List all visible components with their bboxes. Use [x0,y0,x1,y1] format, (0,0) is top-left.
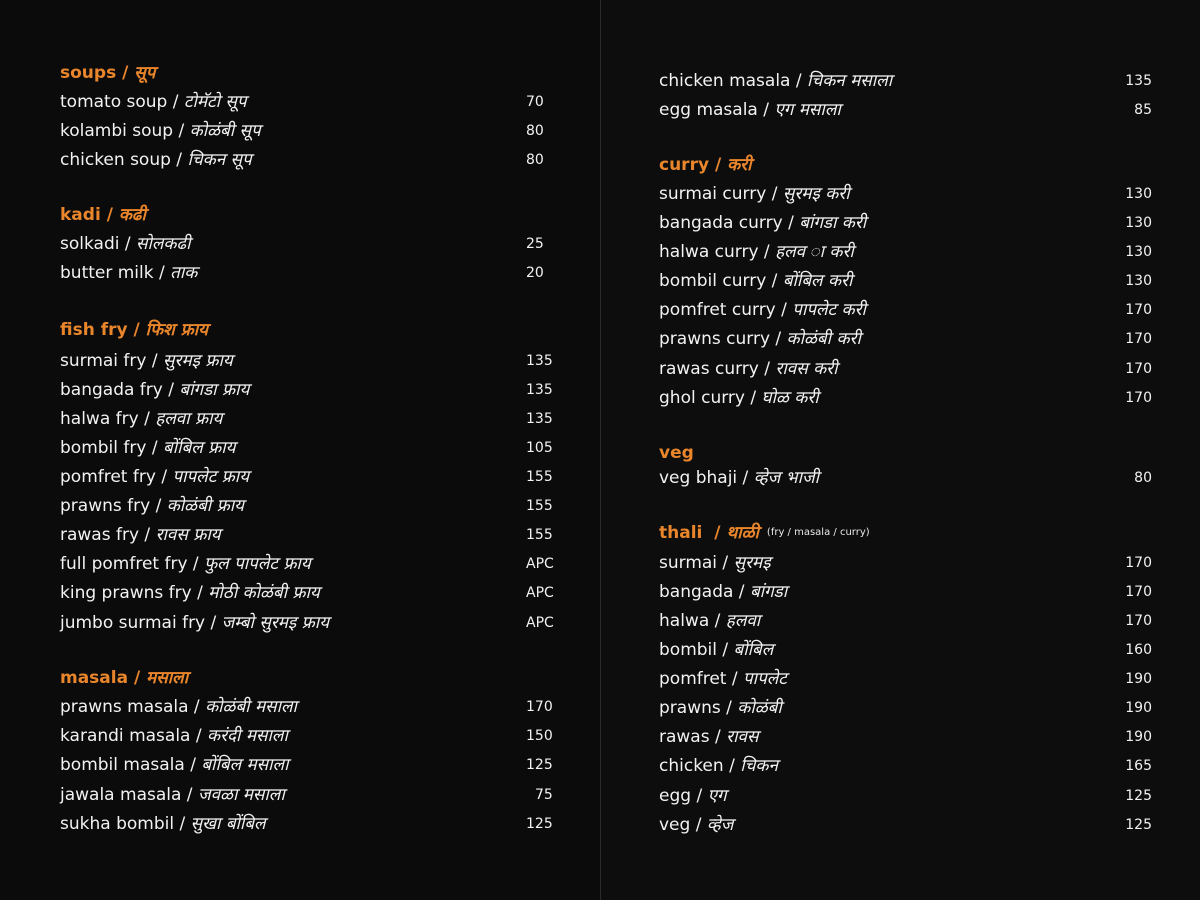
item-name: king prawns fry [60,583,192,603]
item-price: 160 [1125,642,1152,658]
item-name: halwa curry [659,242,759,262]
item-name: tomato soup [60,92,168,112]
item-price: 165 [1125,758,1152,774]
item-price: 25 [526,236,544,252]
item-name-marathi: ताक [170,263,198,283]
menu-item: prawns curry / कोळंबी करी [659,329,861,349]
item-price: 170 [1125,555,1152,571]
item-name: rawas fry [60,525,140,545]
menu-item: chicken / चिकन [659,756,778,776]
section-heading-fish-fry: fish fry / फिश फ्राय [60,320,209,340]
item-name: karandi masala [60,726,191,746]
item-name: egg masala [659,100,758,120]
section-title-mr: मसाला [146,668,189,688]
item-name: veg bhaji [659,468,738,488]
item-name-marathi: कोळंबी मसाला [205,697,297,717]
item-name: solkadi [60,234,120,254]
section-heading-kadi: kadi / कढी [60,205,146,225]
item-name-marathi: सुरमइ फ्राय [163,351,233,371]
menu-item: pomfret fry / पापलेट फ्राय [60,467,250,487]
item-name-marathi: चिकन [740,756,778,776]
item-name: rawas [659,727,710,747]
item-price: 85 [1134,102,1152,118]
item-name: halwa [659,611,710,631]
section-title-mr: कढी [118,205,146,225]
item-price: 75 [535,787,553,803]
item-name-marathi: बोंबिल [733,640,774,660]
item-price: 130 [1125,244,1152,260]
item-name-marathi: एग [707,786,727,806]
item-price: APC [526,585,554,601]
menu-item: jawala masala / जवळा मसाला [60,785,285,805]
menu-item: halwa fry / हलवा फ्राय [60,409,223,429]
item-name-marathi: सुखा बोंबिल [190,814,266,834]
menu-item: solkadi / सोलकढी [60,234,191,254]
menu-item: bangada fry / बांगडा फ्राय [60,380,250,400]
item-name: egg [659,786,692,806]
item-name-marathi: मोठी कोळंबी फ्राय [208,583,320,603]
menu-item: bombil / बोंबिल [659,640,774,660]
item-price: 125 [1125,788,1152,804]
section-heading-thali: thali / थाळी (fry / masala / curry) [659,523,870,543]
item-name: prawns masala [60,697,189,717]
item-price: APC [526,615,554,631]
section-title-en: soups [60,63,117,83]
item-name-marathi: बांगडा करी [799,213,867,233]
item-name-marathi: पापलेट [743,669,787,689]
menu-item: full pomfret fry / फुल पापलेट फ्राय [60,554,311,574]
item-name: bombil fry [60,438,147,458]
item-name: bombil masala [60,755,185,775]
menu-item: rawas fry / रावस फ्राय [60,525,221,545]
menu-item: butter milk / ताक [60,263,198,283]
item-name: prawns [659,698,721,718]
item-price: 190 [1125,671,1152,687]
item-name-marathi: जवळा मसाला [197,785,285,805]
section-heading-curry: curry / करी [659,155,752,175]
menu-item: rawas curry / रावस करी [659,359,838,379]
item-name-marathi: सुरमइ [733,553,771,573]
item-name-marathi: टोमॅटो सूप [183,92,247,112]
item-name: halwa fry [60,409,139,429]
item-price: 135 [526,411,553,427]
item-price: 135 [526,353,553,369]
item-price: 130 [1125,186,1152,202]
item-name: bangada curry [659,213,783,233]
menu-item: bangada curry / बांगडा करी [659,213,867,233]
item-name: pomfret [659,669,727,689]
item-name-marathi: घोळ करी [761,388,819,408]
menu-item: bombil masala / बोंबिल मसाला [60,755,289,775]
item-name-marathi: कोळंबी [737,698,782,718]
menu-item: bombil fry / बोंबिल फ्राय [60,438,236,458]
item-price: APC [526,556,554,572]
menu-item: prawns fry / कोळंबी फ्राय [60,496,244,516]
item-name-marathi: जम्बो सुरमइ फ्राय [221,613,330,633]
section-heading-soups: soups / सूप [60,63,156,83]
item-name: sukha bombil [60,814,175,834]
menu-item: surmai curry / सुरमइ करी [659,184,850,204]
section-title-mr: करी [727,155,752,175]
menu-item: veg bhaji / व्हेज भाजी [659,468,820,488]
item-name: bombil curry [659,271,767,291]
item-name: full pomfret fry [60,554,188,574]
section-title-en: masala [60,668,129,688]
item-price: 190 [1125,700,1152,716]
item-name-marathi: रावस [726,727,759,747]
item-name-marathi: बांगडा [749,582,788,602]
item-price: 170 [1125,361,1152,377]
item-name: chicken soup [60,150,171,170]
menu-item: halwa / हलवा [659,611,761,631]
item-name: pomfret fry [60,467,156,487]
item-name: bangada fry [60,380,163,400]
menu-item: bangada / बांगडा [659,582,788,602]
item-name-marathi: कोळंबी सूप [189,121,261,141]
item-name-marathi: रावस फ्राय [155,525,221,545]
item-name-marathi: चिकन मसाला [807,71,893,91]
section-title-en: veg [659,443,694,463]
item-name-marathi: सोलकढी [136,234,191,254]
item-name-marathi: पापलेट फ्राय [172,467,250,487]
item-price: 80 [526,152,544,168]
item-name-marathi: हलव ा करी [775,242,854,262]
menu-item: halwa curry / हलव ा करी [659,242,854,262]
section-title-mr: सूप [134,63,156,83]
item-name-marathi: कोळंबी करी [786,329,861,349]
item-name: prawns fry [60,496,151,516]
item-name-marathi: करंदी मसाला [207,726,288,746]
item-name: prawns curry [659,329,770,349]
menu-item: pomfret / पापलेट [659,669,787,689]
section-title-mr: फिश फ्राय [145,320,209,340]
menu-item: veg / व्हेज [659,815,734,835]
item-name-marathi: हलवा फ्राय [155,409,223,429]
item-name: ghol curry [659,388,745,408]
item-price: 190 [1125,729,1152,745]
item-name-marathi: बांगडा फ्राय [179,380,250,400]
menu-item: pomfret curry / पापलेट करी [659,300,866,320]
item-name-marathi: फुल पापलेट फ्राय [204,554,311,574]
menu-item: jumbo surmai fry / जम्बो सुरमइ फ्राय [60,613,330,633]
item-price: 130 [1125,215,1152,231]
item-name: chicken [659,756,724,776]
menu-item: sukha bombil / सुखा बोंबिल [60,814,266,834]
item-price: 125 [526,757,553,773]
menu-item: surmai fry / सुरमइ फ्राय [60,351,233,371]
item-price: 170 [526,699,553,715]
item-price: 80 [526,123,544,139]
item-price: 135 [1125,73,1152,89]
item-price: 80 [1134,470,1152,486]
item-price: 155 [526,527,553,543]
item-price: 170 [1125,390,1152,406]
item-name-marathi: हलवा [725,611,761,631]
menu-item: chicken masala / चिकन मसाला [659,71,893,91]
item-name-marathi: रावस करी [775,359,838,379]
item-name: veg [659,815,691,835]
item-price: 155 [526,498,553,514]
item-price: 70 [526,94,544,110]
item-name: jumbo surmai fry [60,613,206,633]
item-name-marathi: चिकन सूप [187,150,252,170]
item-price: 135 [526,382,553,398]
menu-item: egg / एग [659,786,727,806]
item-name-marathi: एग मसाला [774,100,841,120]
menu-item: prawns masala / कोळंबी मसाला [60,697,297,717]
section-title-mr: थाळी [726,523,759,543]
item-name-marathi: व्हेज भाजी [753,468,820,488]
item-name-marathi: कोळंबी फ्राय [166,496,244,516]
menu-item: king prawns fry / मोठी कोळंबी फ्राय [60,583,320,603]
section-heading-masala: masala / मसाला [60,668,189,688]
item-name-marathi: बोंबिल फ्राय [162,438,236,458]
item-price: 125 [1125,817,1152,833]
menu-item: karandi masala / करंदी मसाला [60,726,288,746]
menu-item: surmai / सुरमइ [659,553,771,573]
item-name: jawala masala [60,785,182,805]
item-name: butter milk [60,263,154,283]
item-price: 155 [526,469,553,485]
item-name: surmai fry [60,351,147,371]
item-price: 170 [1125,613,1152,629]
section-note: (fry / masala / curry) [766,527,870,538]
item-name: surmai curry [659,184,767,204]
item-price: 125 [526,816,553,832]
menu-item: bombil curry / बोंबिल करी [659,271,853,291]
item-name: chicken masala [659,71,791,91]
item-price: 130 [1125,273,1152,289]
menu-item: prawns / कोळंबी [659,698,782,718]
item-name: rawas curry [659,359,759,379]
item-price: 150 [526,728,553,744]
item-name-marathi: व्हेज [706,815,734,835]
section-title-en: kadi [60,205,101,225]
item-price: 20 [526,265,544,281]
menu-item: kolambi soup / कोळंबी सूप [60,121,261,141]
section-heading-veg [659,439,694,467]
item-name: kolambi soup [60,121,174,141]
item-price: 170 [1125,331,1152,347]
item-name: pomfret curry [659,300,776,320]
item-name-marathi: सुरमइ करी [782,184,850,204]
section-title-en: curry [659,155,710,175]
item-name: surmai [659,553,718,573]
item-price: 105 [526,440,553,456]
item-name-marathi: बोंबिल करी [782,271,853,291]
menu-item: tomato soup / टोमॅटो सूप [60,92,247,112]
section-title-en: thali [659,523,703,543]
item-name-marathi: पापलेट करी [792,300,866,320]
item-price: 170 [1125,584,1152,600]
item-name: bombil [659,640,717,660]
menu-item: ghol curry / घोळ करी [659,388,819,408]
menu-item: rawas / रावस [659,727,759,747]
menu-item: chicken soup / चिकन सूप [60,150,252,170]
item-price: 170 [1125,302,1152,318]
item-name: bangada [659,582,734,602]
menu-item: egg masala / एग मसाला [659,100,841,120]
item-name-marathi: बोंबिल मसाला [201,755,289,775]
section-title-en: fish fry [60,320,128,340]
